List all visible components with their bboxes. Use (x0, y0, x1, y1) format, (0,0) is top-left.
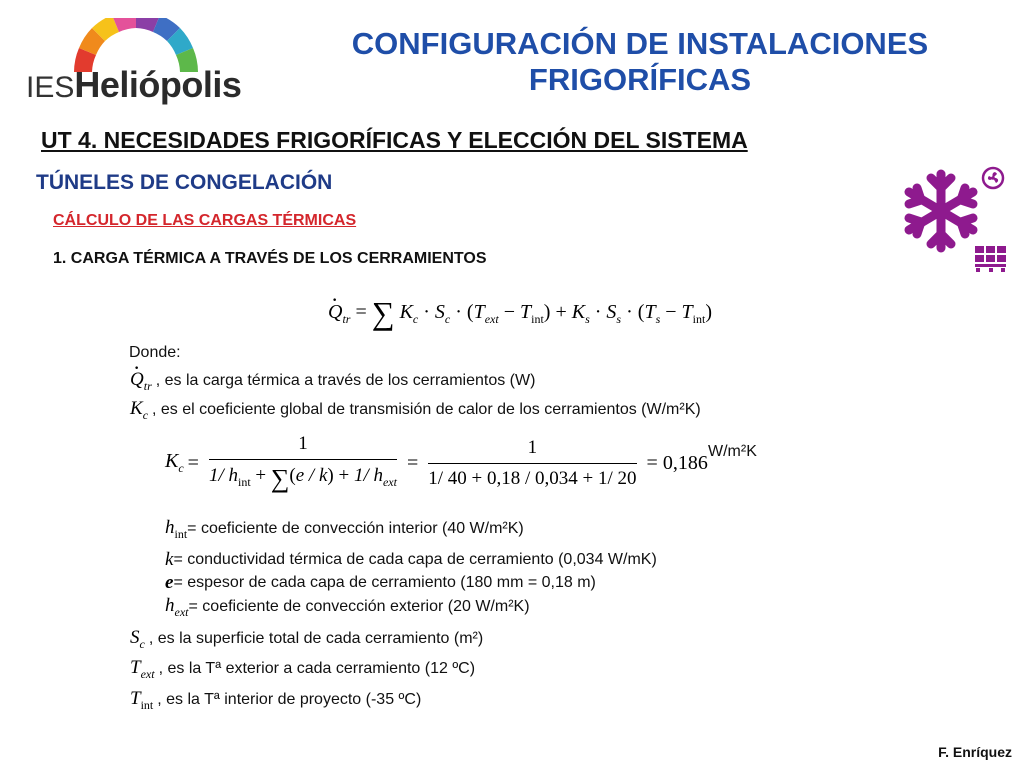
page-title-line1: CONFIGURACIÓN DE INSTALACIONES (351, 26, 929, 61)
kc-numeric-fraction (428, 437, 636, 490)
kc-result: = 0,186 (646, 451, 708, 474)
k-definition: k = conductividad térmica de cada capa de cerramiento (0,034 W/mK) (165, 549, 657, 570)
hext-definition: $h_{ext}$ = coeficiente de convección exterior (20 W/m²K) (165, 594, 530, 619)
sc-definition: $S_c$ , es la superficie total de cada cerramiento (m²) (130, 626, 484, 651)
section-title: TÚNELES DE CONGELACIÓN (36, 171, 333, 194)
text-definition: $T_{ext}$ , es la Tª exterior a cada cerramiento (12 ºC) (130, 656, 476, 681)
kc-fraction2-denominator: 1/ 40 + 0,18 / 0,034 + 1/ 20 (428, 467, 637, 489)
logo-name: Heliópolis (74, 64, 242, 105)
hext-description: = coeficiente de convección exterior (20 W/m²K) (188, 598, 530, 615)
freezer-icon (897, 164, 1009, 274)
kc-unit: W/m²K (708, 443, 757, 460)
page-title-line2: FRIGORÍFICAS (528, 62, 752, 97)
fan-icon (983, 168, 1003, 188)
page-title (300, 26, 980, 98)
logo-prefix: IES (26, 71, 75, 104)
kc-general-fraction: $\frac{1}{1/ h_{int} + \sum(e / k) + 1/ h_{ext}}$ (208, 432, 397, 493)
author-credit: F. Enríquez (938, 744, 1012, 760)
logo-wordmark (26, 64, 241, 106)
kc-fraction2-numerator: 1 (527, 436, 538, 458)
hint-definition: $h_{int}$ = coeficiente de convección interior (40 W/m²K) (165, 516, 524, 541)
subsection-title: CÁLCULO DE LAS CARGAS TÉRMICAS (53, 212, 357, 229)
heat-load-formula: · $Q_{tr}$ = ∑ $K_c \cdot S_c \cdot (T_{ext} - T_{int}) + K_s \cdot S_s \cdot (T_s - T_{int})$ (328, 295, 712, 332)
sc-description: , es la superficie total de cada cerramiento (m²) (148, 630, 484, 647)
tint-description: , es la Tª interior de proyecto (-35 ºC) (157, 691, 422, 708)
snowflake-icon (909, 174, 973, 248)
text-description: , es la Tª exterior a cada cerramiento (12 ºC) (158, 660, 476, 677)
hint-description: = coeficiente de convección interior (40 W/m²K) (187, 520, 524, 537)
tint-definition: $T_{int}$ , es la Tª interior de proyecto (-35 ºC) (130, 687, 422, 712)
pallet-icon (975, 246, 1006, 272)
k-description: = conductividad térmica de cada capa de cerramiento (0,034 W/mK) (173, 551, 657, 568)
e-description: = espesor de cada capa de cerramiento (180 mm = 0,18 m) (173, 574, 596, 591)
e-definition: e = espesor de cada capa de cerramiento (180 mm = 0,18 m) (165, 572, 596, 593)
unit-title: UT 4. NECESIDADES FRIGORÍFICAS Y ELECCIÓN DEL SISTEMA (41, 127, 748, 153)
kc-description: , es el coeficiente global de transmisión de calor de los cerramientos (W/m²K) (152, 401, 701, 418)
qtr-definition: · $Q_{tr}$ , es la carga térmica a través de los cerramientos (W) (130, 368, 535, 394)
kc-definition: $K_c$ , es el coeficiente global de transmisión de calor de los cerramientos (W/m²K) (130, 397, 701, 422)
kc-fraction1-numerator: 1 (298, 432, 308, 454)
donde-label: Donde: (129, 344, 181, 361)
kc-formula: $K_c$ = $\frac{1}{1/ h_{int} + \sum(e / k) + 1/ h_{ext}}$ = $\frac{1}{1/ 40 + 0,18 / 0,034 + 1/ 20}$ = 0,186 (165, 432, 708, 493)
item-title: 1. CARGA TÉRMICA A TRAVÉS DE LOS CERRAMIENTOS (53, 250, 487, 267)
qtr-description: , es la carga térmica a través de los cerramientos (W) (155, 372, 536, 389)
